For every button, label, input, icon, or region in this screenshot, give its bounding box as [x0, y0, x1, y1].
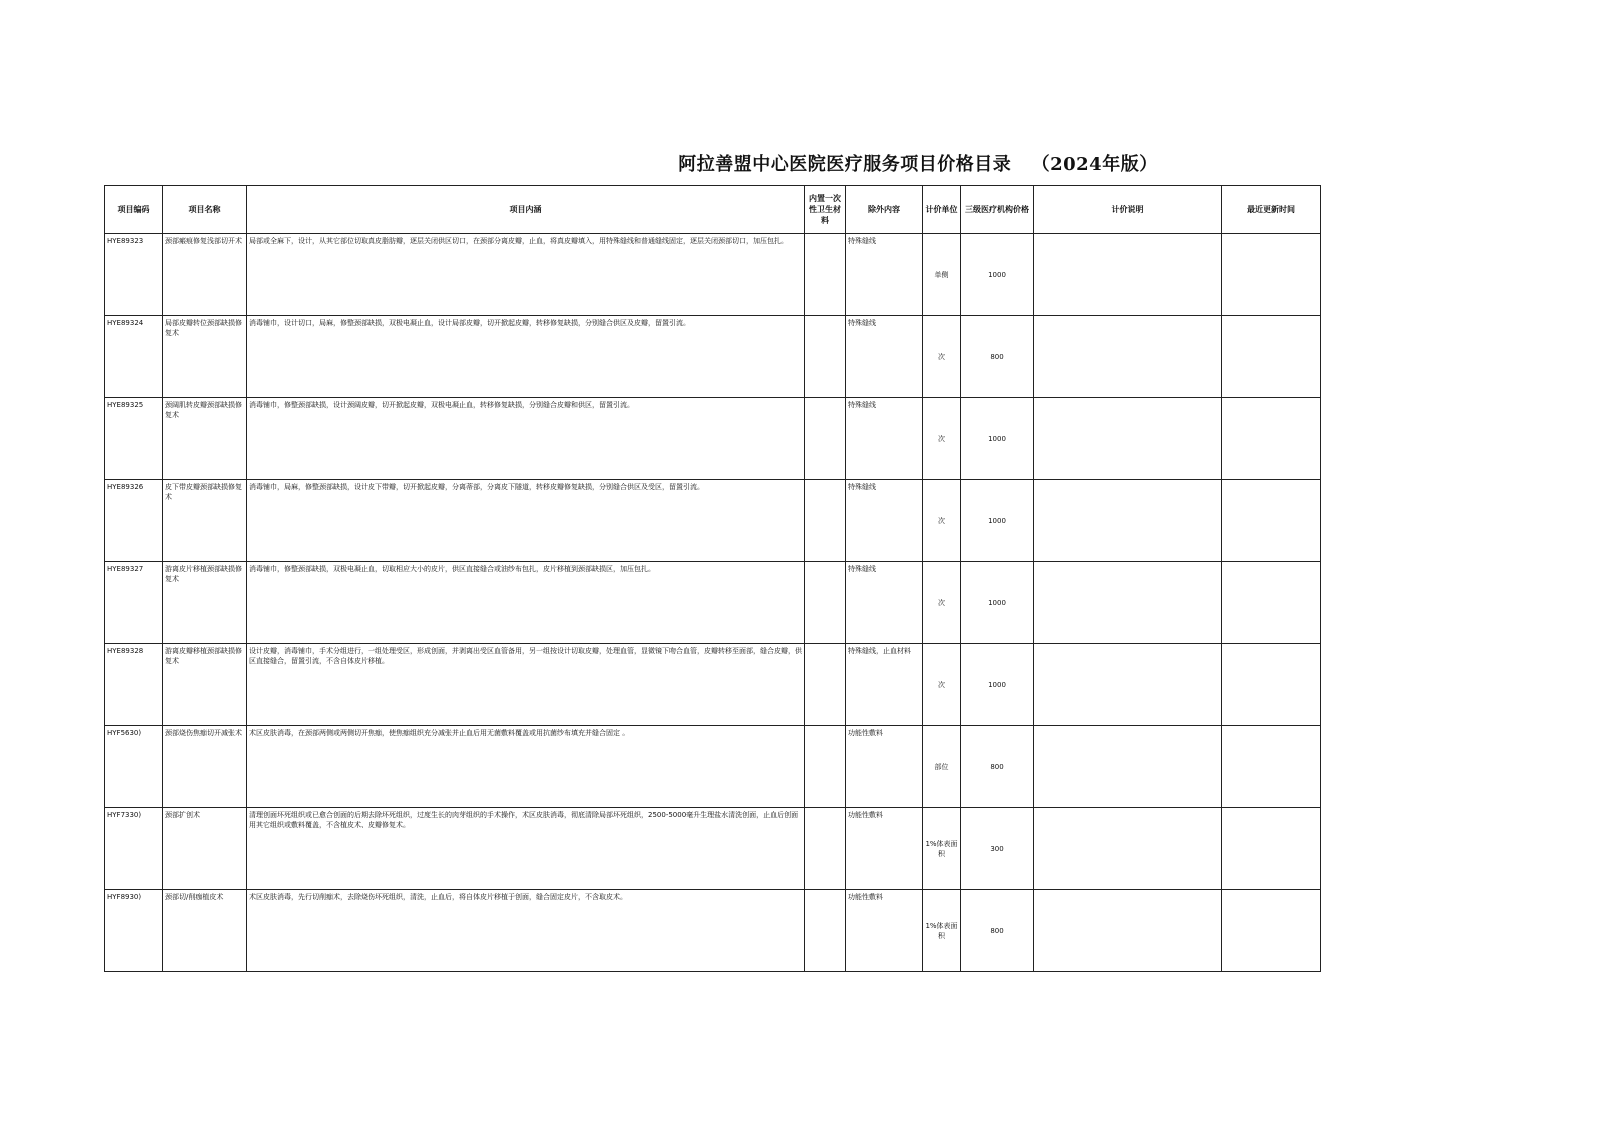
table-row [105, 808, 1321, 890]
table-row [105, 890, 1321, 972]
cell-updated [1222, 726, 1321, 808]
table-row [105, 480, 1321, 562]
cell-content: 消毒铺巾，局麻，修整颈部缺损，设计皮下带瓣，切开掀起皮瓣，分离蒂部，分离皮下隧道，转移皮瓣修复缺损，分别缝合供区及受区，留置引流。 [247, 480, 805, 562]
cell-unit: 部位 [923, 726, 961, 808]
cell-excluded: 功能性敷料 [846, 808, 923, 890]
cell-code: HYF7330) [105, 808, 163, 890]
cell-price: 1000 [961, 644, 1034, 726]
cell-price: 1000 [961, 562, 1034, 644]
cell-unit: 1%体表面积 [923, 808, 961, 890]
cell-unit: 次 [923, 398, 961, 480]
cell-code: HYF5630) [105, 726, 163, 808]
header-material: 内置一次性卫生材料 [805, 186, 846, 234]
header-price: 三级医疗机构价格 [961, 186, 1034, 234]
cell-updated [1222, 890, 1321, 972]
cell-content: 局部或全麻下，设计，从其它部位切取真皮脂肪瓣，逐层关闭供区切口，在颈部分离皮瓣，止血，将真皮瓣填入，用特殊缝线和普通缝线固定，逐层关闭颈部切口，加压包扎。 [247, 234, 805, 316]
cell-unit: 1%体表面积 [923, 890, 961, 972]
header-note: 计价说明 [1034, 186, 1222, 234]
cell-content: 消毒铺巾，修整颈部缺损，设计颈阔皮瓣，切开掀起皮瓣，双极电凝止血，转移修复缺损，分别缝合皮瓣和供区，留置引流。 [247, 398, 805, 480]
cell-price: 1000 [961, 398, 1034, 480]
cell-note [1034, 726, 1222, 808]
cell-name: 颈部扩创术 [163, 808, 247, 890]
cell-unit: 次 [923, 316, 961, 398]
cell-updated [1222, 562, 1321, 644]
header-code: 项目编码 [105, 186, 163, 234]
header-content: 项目内涵 [247, 186, 805, 234]
header-updated: 最近更新时间 [1222, 186, 1321, 234]
cell-unit: 单侧 [923, 234, 961, 316]
cell-price: 1000 [961, 234, 1034, 316]
cell-material [805, 562, 846, 644]
price-catalog-table [104, 185, 1321, 972]
cell-name: 颈阔肌转皮瓣颈部缺损修复术 [163, 398, 247, 480]
cell-price: 1000 [961, 480, 1034, 562]
table-row [105, 726, 1321, 808]
table-row [105, 644, 1321, 726]
cell-price: 800 [961, 316, 1034, 398]
cell-material [805, 644, 846, 726]
cell-material [805, 398, 846, 480]
cell-excluded: 特殊缝线 [846, 234, 923, 316]
table-row [105, 398, 1321, 480]
cell-code: HYE89328 [105, 644, 163, 726]
cell-material [805, 480, 846, 562]
cell-content: 术区皮肤消毒，先行切削痂术，去除烧伤坏死组织，清洗，止血后，将自体皮片移植于创面，缝合固定皮片，不含取皮术。 [247, 890, 805, 972]
cell-material [805, 316, 846, 398]
table-row [105, 316, 1321, 398]
cell-note [1034, 890, 1222, 972]
cell-code: HYF8930) [105, 890, 163, 972]
cell-note [1034, 316, 1222, 398]
cell-excluded: 功能性敷料 [846, 890, 923, 972]
cell-content: 消毒铺巾，设计切口，局麻，修整颈部缺损，双极电凝止血，设计局部皮瓣，切开掀起皮瓣，转移修复缺损，分别缝合供区及皮瓣，留置引流。 [247, 316, 805, 398]
cell-updated [1222, 808, 1321, 890]
cell-updated [1222, 316, 1321, 398]
cell-name: 游离皮瓣移植颈部缺损修复术 [163, 644, 247, 726]
cell-updated [1222, 644, 1321, 726]
cell-excluded: 特殊缝线 [846, 562, 923, 644]
cell-note [1034, 808, 1222, 890]
cell-note [1034, 398, 1222, 480]
cell-name: 皮下带皮瓣颈部缺损修复术 [163, 480, 247, 562]
cell-price: 800 [961, 890, 1034, 972]
table-row [105, 562, 1321, 644]
cell-name: 颈部烧伤焦痂切开减张术 [163, 726, 247, 808]
header-unit: 计价单位 [923, 186, 961, 234]
cell-updated [1222, 480, 1321, 562]
table-header-row [105, 186, 1321, 234]
cell-code: HYE89325 [105, 398, 163, 480]
cell-content: 设计皮瓣，消毒铺巾，手术分组进行，一组处理受区，形成创面，并剥离出受区血管备用，另一组按设计切取皮瓣，处理血管，显微镜下吻合血管，皮瓣转移至面部，缝合皮瓣，供区直接缝合，留置引流，不含自体皮片移植。 [247, 644, 805, 726]
cell-note [1034, 234, 1222, 316]
cell-code: HYE89327 [105, 562, 163, 644]
cell-code: HYE89324 [105, 316, 163, 398]
cell-material [805, 890, 846, 972]
cell-name: 游离皮片移植颈部缺损修复术 [163, 562, 247, 644]
cell-content: 术区皮肤消毒，在颈部两侧或两侧切开焦痂，使焦痂组织充分减张并止血后用无菌敷料覆盖或用抗菌纱布填充并缝合固定 。 [247, 726, 805, 808]
cell-note [1034, 480, 1222, 562]
cell-unit: 次 [923, 644, 961, 726]
cell-code: HYE89326 [105, 480, 163, 562]
cell-updated [1222, 234, 1321, 316]
header-name: 项目名称 [163, 186, 247, 234]
cell-content: 清理创面坏死组织或已愈合创面的后期去除坏死组织，过度生长的肉芽组织的手术操作，术区皮肤消毒，彻底清除局部坏死组织，2500-5000毫升生理盐水清洗创面，止血后创面用其它组织或敷料覆盖，不含植皮术、皮瓣修复术。 [247, 808, 805, 890]
cell-excluded: 特殊缝线 [846, 398, 923, 480]
header-excluded: 除外内容 [846, 186, 923, 234]
cell-note [1034, 644, 1222, 726]
cell-name: 颈部瘢痕修复浅部切开术 [163, 234, 247, 316]
cell-excluded: 功能性敷料 [846, 726, 923, 808]
cell-excluded: 特殊缝线 [846, 480, 923, 562]
cell-code: HYE89323 [105, 234, 163, 316]
cell-excluded: 特殊缝线 [846, 316, 923, 398]
table-row [105, 234, 1321, 316]
cell-price: 800 [961, 726, 1034, 808]
page-title: 阿拉善盟中心医院医疗服务项目价格目录 （2024年版） [678, 154, 1158, 175]
cell-note [1034, 562, 1222, 644]
cell-unit: 次 [923, 480, 961, 562]
cell-price: 300 [961, 808, 1034, 890]
cell-name: 颈部切/削痂植皮术 [163, 890, 247, 972]
cell-material [805, 726, 846, 808]
cell-updated [1222, 398, 1321, 480]
cell-content: 消毒铺巾，修整颈部缺损，双极电凝止血，切取相应大小的皮片，供区直接缝合或油纱布包扎，皮片移植到颈部缺损区，加压包扎。 [247, 562, 805, 644]
cell-material [805, 234, 846, 316]
cell-name: 局部皮瓣转位颈部缺损修复术 [163, 316, 247, 398]
cell-material [805, 808, 846, 890]
cell-excluded: 特殊缝线，止血材料 [846, 644, 923, 726]
cell-unit: 次 [923, 562, 961, 644]
